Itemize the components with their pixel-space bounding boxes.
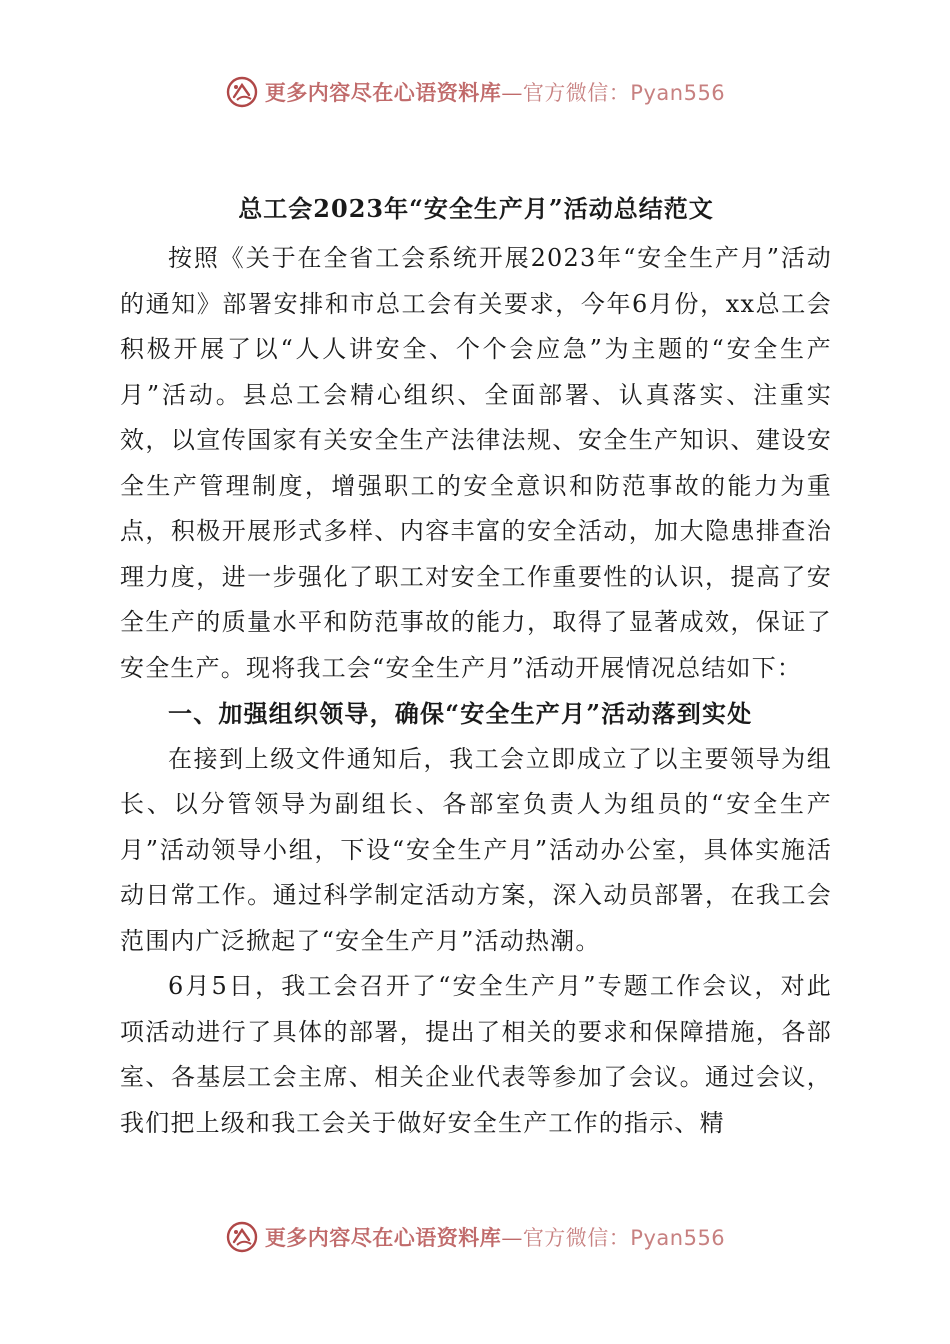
- watermark-wechat: 官方微信：Pyan556: [522, 1226, 726, 1250]
- document-body: [120, 184, 832, 1146]
- watermark-text: 更多内容尽在心语资料库—官方微信：Pyan556: [264, 80, 726, 105]
- watermark-wechat: 官方微信：Pyan556: [522, 81, 726, 105]
- stamp-logo-icon: [225, 1220, 259, 1254]
- header-watermark: [0, 72, 950, 112]
- paragraph-meeting: 6月5日，我工会召开了“安全生产月”专题工作会议，对此项活动进行了具体的部署，提出了相关的要求和保障措施，各部室、各基层工会主席、相关企业代表等参加了会议。通过会议，我们把上级和我工会关于做好安全生产工作的指示、精: [120, 972, 832, 1137]
- footer-watermark: [0, 1217, 950, 1257]
- paragraph-section-1: 在接到上级文件通知后，我工会立即成立了以主要领导为组长、以分管领导为副组长、各部室负责人为组员的“安全生产月”活动领导小组，下设“安全生产月”活动办公室，具体实施活动日常工作。通过科学制定活动方案，深入动员部署，在我工会范围内广泛掀起了“安全生产月”活动热潮。: [120, 744, 832, 955]
- paragraph-intro: 按照《关于在全省工会系统开展2023年“安全生产月”活动的通知》部署安排和市总工会有关要求，今年6月份，xx总工会积极开展了以“人人讲安全、个个会应急”为主题的“安全生产月”活动。县总工会精心组织、全面部署、认真落实、注重实效，以宣传国家有关安全生产法律法规、安全生产知识、建设安全生产管理制度，增强职工的安全意识和防范事故的能力为重点，积极开展形式多样、内容丰富的安全活动，加大隐患排查治理力度，进一步强化了职工对安全工作重要性的认识，提高了安全生产的质量水平和防范事故的能力，取得了显著成效，保证了安全生产。现将我工会“安全生产月”活动开展情况总结如下：: [120, 244, 832, 682]
- watermark-text: 更多内容尽在心语资料库—官方微信：Pyan556: [264, 1225, 726, 1250]
- stamp-logo-icon: [225, 75, 259, 109]
- document-title: 总工会2023年“安全生产月”活动总结范文: [238, 194, 714, 223]
- section-heading-1: 一、加强组织领导，确保“安全生产月”活动落到实处: [168, 699, 753, 728]
